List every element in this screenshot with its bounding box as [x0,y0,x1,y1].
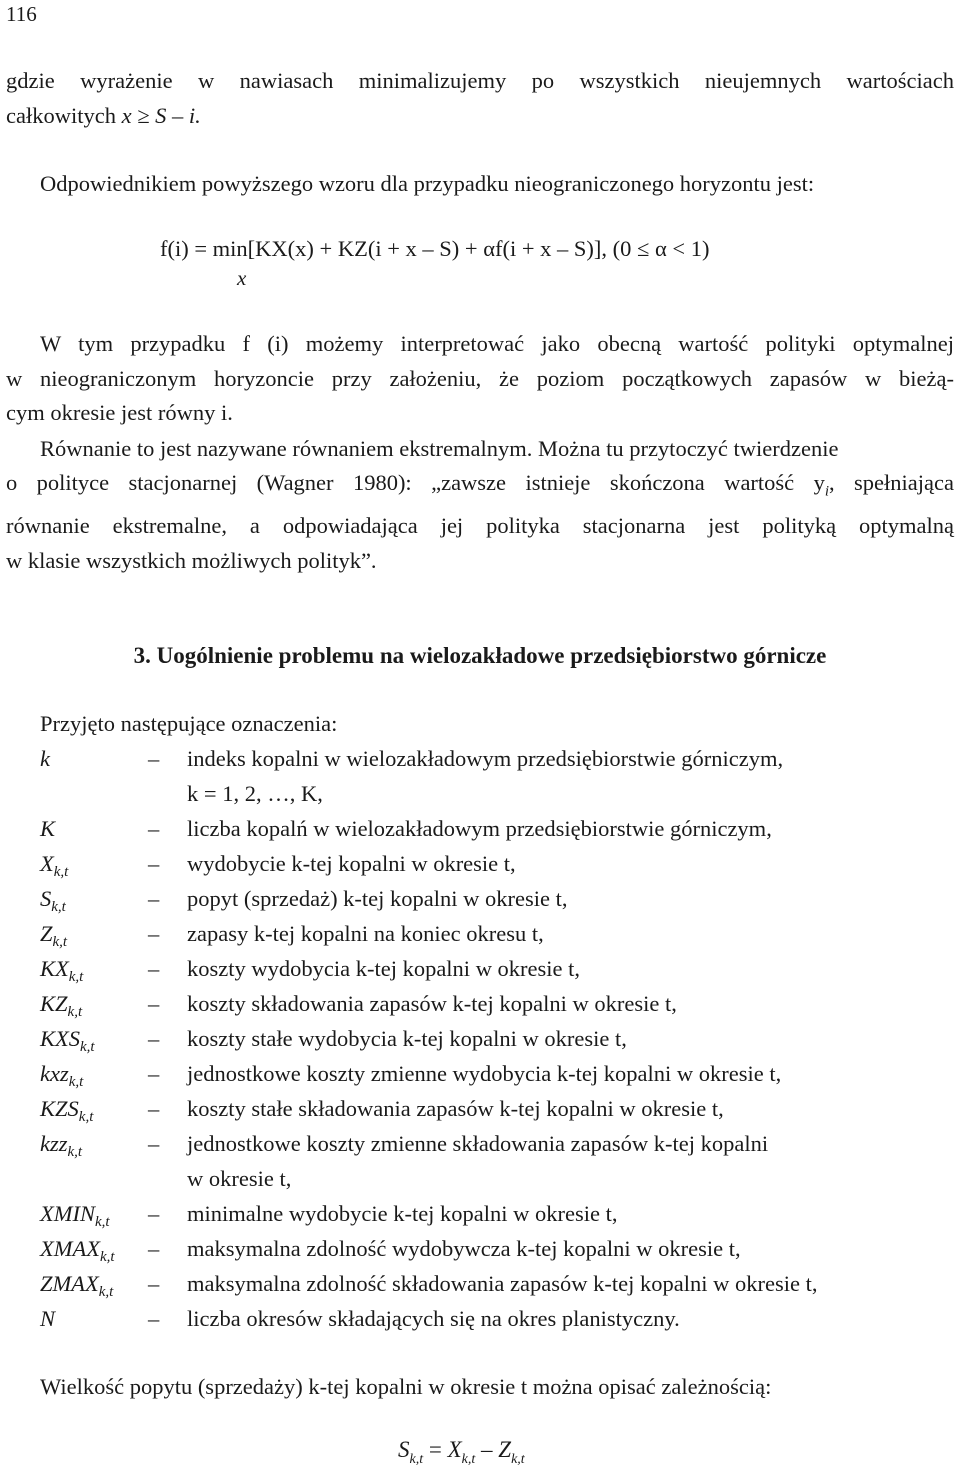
definition-dash: – [148,1026,160,1051]
symbol-subscript: k,t [98,1284,114,1300]
definition-symbol [40,1201,110,1231]
definition-symbol [40,746,50,772]
paragraph-3-line-3: cym okresie jest równy i. [6,400,233,425]
symbol-subscript: k,t [67,1004,83,1020]
definition-symbol [40,1026,95,1056]
paragraph-2 [6,167,954,202]
equation-2 [398,1437,525,1468]
symbol-main: XMIN [40,1201,95,1226]
definition-dash: – [148,1096,160,1121]
definition-symbol [40,851,68,881]
symbol-main: KXS [40,1026,81,1051]
symbol-subscript: k,t [51,899,66,915]
definition-dash: – [148,1236,160,1261]
symbol-main: k [40,746,50,771]
paragraph-1-line-1: gdzie wyrażenie w nawiasach minimalizujemy po wszystkich nieujemnych wartościach [6,68,954,93]
symbol-subscript: k,t [68,1074,84,1090]
eq2-equals: = [423,1437,448,1462]
definition-symbol [40,921,67,951]
definition-symbol [40,1306,55,1332]
definition-description: maksymalna zdolność składowania zapasów k-tej kopalni w okresie t, [187,1271,818,1296]
definition-dash: – [148,1271,160,1296]
definition-dash: – [148,1201,160,1226]
symbol-main: ZMAX [40,1271,99,1296]
inequality-expression: x ≥ S – i. [121,102,201,128]
paragraph-1 [6,64,954,133]
definition-description: liczba okresów składających się na okres planistyczny. [187,1306,680,1331]
definition-description: liczba kopalń w wielozakładowym przedsiębiorstwie górniczym, [187,816,772,841]
symbol-subscript: k,t [99,1249,115,1265]
definition-symbol [40,1131,82,1161]
symbol-subscript: k,t [95,1214,110,1230]
paragraph-3-line-2: w nieograniczonym horyzoncie przy założeniu, że poziom początkowych zapasów w bieżą- [6,365,954,391]
theorem-subscript: i [824,483,830,500]
symbol-main: K [40,816,56,841]
symbol-main: X [40,851,54,876]
definition-symbol [40,956,83,986]
paragraph-4-line-2 [6,466,954,509]
definition-dash: – [148,746,160,771]
definition-description: maksymalna zdolność wydobywcza k-tej kopalni w okresie t, [187,1236,741,1261]
paragraph-4 [6,432,954,467]
definition-symbol [40,1061,83,1091]
definition-description: indeks kopalni w wielozakładowym przedsiębiorstwie górniczym, [187,746,784,771]
definition-symbol [40,886,66,916]
theorem-text: o polityce stacjonarnej (Wagner 1980): „zawsze istnieje skończona wartość y [6,470,825,495]
symbol-main: kxz [40,1061,69,1086]
definition-symbol [40,1271,113,1301]
definition-description: wydobycie k-tej kopalni w okresie t, [187,851,516,876]
symbol-main: N [40,1306,56,1331]
definition-dash: – [148,1131,160,1156]
definition-dash: – [148,1306,160,1331]
definition-symbol [40,1096,93,1126]
symbol-subscript: k,t [67,1144,83,1160]
equation-1: f(i) = min[KX(x) + KZ(i + x – S) + αf(i + x – S)], (0 ≤ α < 1) [160,236,710,261]
symbol-main: Z [40,921,53,946]
closing-sentence: Wielkość popytu (sprzedaży) k-tej kopalni w okresie t można opisać zależnością: [40,1374,772,1399]
section-title: 3. Uogólnienie problemu na wielozakładowe przedsiębiorstwo górnicze [133,643,827,668]
symbol-main: S [40,886,52,911]
definition-symbol [40,991,82,1021]
definition-dash: – [148,886,160,911]
eq2-s: S [398,1437,410,1462]
definition-description-continued: w okresie t, [187,1166,292,1191]
symbol-main: KX [40,956,69,981]
paragraph-4-line-3: równanie ekstremalne, a odpowiadająca jej polityka stacjonarna jest polityką optymalną [6,513,954,538]
paragraph-3-line-1: W tym przypadku f (i) możemy interpretować jako obecną wartość polityki optymalnej [40,331,954,356]
eq2-minus: – [475,1437,499,1462]
symbol-subscript: k,t [53,864,69,880]
eq2-x: X [447,1437,462,1462]
definition-description: jednostkowe koszty zmienne składowania zapasów k-tej kopalni [187,1131,769,1156]
definition-symbol [40,816,55,842]
theorem-text-end: , spełniająca [829,470,954,495]
definition-description-continued: k = 1, 2, …, K, [187,781,323,806]
definition-description: popyt (sprzedaż) k-tej kopalni w okresie t, [187,886,568,911]
symbol-subscript: k,t [80,1039,95,1055]
definition-dash: – [148,921,160,946]
symbol-subscript: k,t [52,934,68,950]
paragraph-4-line-1: Równanie to jest nazywane równaniem ekstremalnym. Można tu przytoczyć twierdzenie [40,436,839,461]
paragraph-3 [6,327,954,431]
eq2-x-sub: k,t [461,1452,476,1467]
eq2-z-sub: k,t [511,1452,525,1467]
paragraph-1-line-2 [6,99,954,134]
paragraph-1-text: całkowitych [6,102,122,128]
equation-1-subscript: x [237,266,247,290]
definition-symbol [40,1236,115,1266]
page-number: 116 [6,2,37,26]
paragraph-4b [6,466,954,578]
definition-dash: – [148,1061,160,1086]
symbol-subscript: k,t [68,969,84,985]
symbol-main: KZS [40,1096,79,1121]
definition-description: koszty składowania zapasów k-tej kopalni w okresie t, [187,991,677,1016]
symbol-main: XMAX [40,1236,100,1261]
symbol-main: kzz [40,1131,68,1156]
paragraph-2-line: Odpowiednikiem powyższego wzoru dla przypadku nieograniczonego horyzontu jest: [40,171,815,196]
paragraph-4-line-4: w klasie wszystkich możliwych polityk”. [6,547,377,573]
symbol-subscript: k,t [78,1109,94,1125]
definition-dash: – [148,816,160,841]
definition-description: koszty wydobycia k-tej kopalni w okresie t, [187,956,581,981]
eq2-s-sub: k,t [409,1452,424,1467]
notation-intro: Przyjęto następujące oznaczenia: [40,711,338,736]
definition-dash: – [148,956,160,981]
definition-description: minimalne wydobycie k-tej kopalni w okresie t, [187,1201,618,1226]
definition-description: koszty stałe wydobycia k-tej kopalni w okresie t, [187,1026,627,1051]
definition-dash: – [148,991,160,1016]
definition-description: koszty stałe składowania zapasów k-tej kopalni w okresie t, [187,1096,724,1121]
definition-description: zapasy k-tej kopalni na koniec okresu t, [187,921,544,946]
definition-dash: – [148,851,160,876]
symbol-main: KZ [40,991,68,1016]
eq2-z: Z [498,1437,512,1462]
definition-description: jednostkowe koszty zmienne wydobycia k-tej kopalni w okresie t, [187,1061,782,1086]
